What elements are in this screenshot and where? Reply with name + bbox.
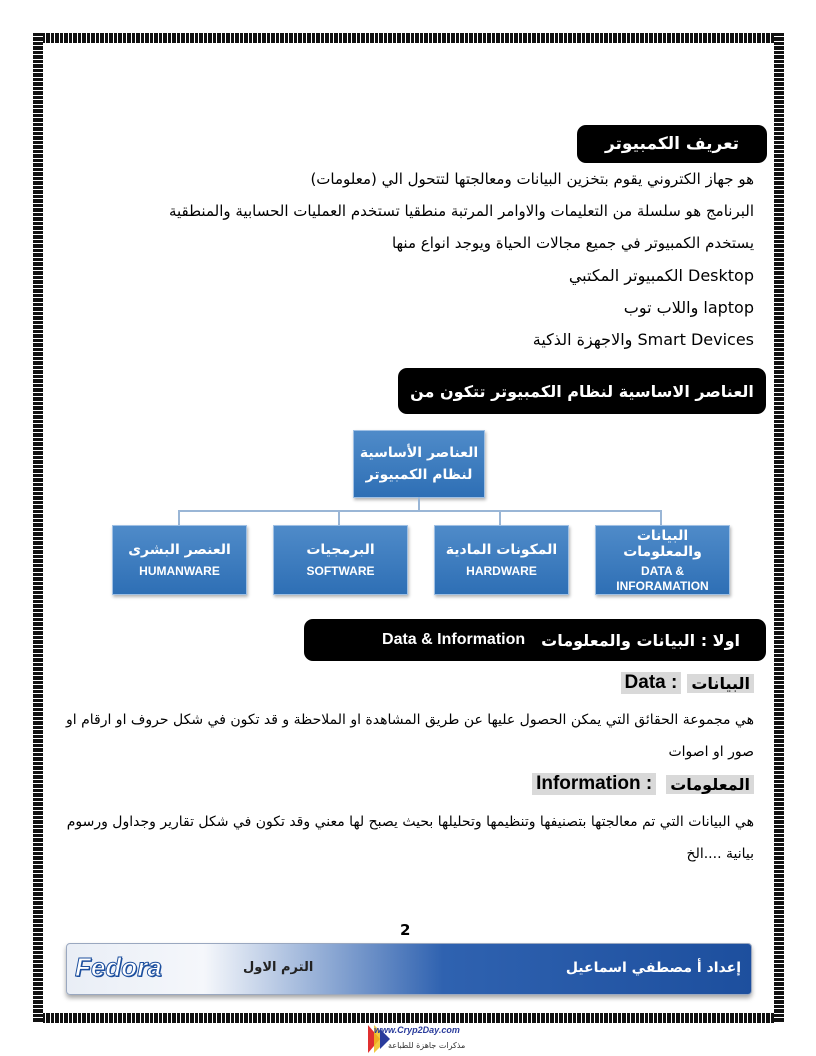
info-label-ar: المعلومات [666,775,754,794]
connector-vertical-root [418,497,420,511]
data-information-heading [304,619,766,661]
node-en-label-2: INFORAMATION [616,578,709,593]
org-root-line2: لنظام الكمبيوتر [365,467,473,483]
elements-heading-text: العناصر الاساسية لنظام الكمبيوتر تتكون من [410,381,754,401]
node-en-label: SOFTWARE [306,564,375,578]
info-label-row [532,773,754,795]
node-ar-label: المكونات المادية [445,542,558,558]
org-node-software [273,525,408,595]
heading-text: تعريف الكمبيوتر [604,134,740,154]
org-root-line1: العناصر الأساسية [359,445,479,461]
intro-line-1: هو جهاز الكتروني يقوم بتخزين البيانات ومعالجتها لتتحول الي (معلومات) [310,170,754,188]
section-heading-en: Data & Information [382,631,526,648]
border-right [774,33,784,1023]
watermark-url: www.Cryp2Day.com [374,1025,460,1035]
fedora-logo: Fedora [75,952,162,982]
watermark-logo [366,1023,486,1055]
node-en-label: DATA & [640,563,685,578]
footer-banner [66,943,752,995]
connector-horizontal [178,510,661,512]
border-top [33,33,784,43]
connector-child-1 [660,510,662,526]
intro-line-3: يستخدم الكمبيوتر في جميع مجالات الحياة ويوجد انواع منها [391,234,754,252]
intro-line-5: laptop واللاب توب [623,298,754,317]
intro-line-6: Smart Devices والاجهزة الذكية [532,330,754,349]
org-node-data-information [595,525,730,595]
computer-definition-heading [577,125,767,163]
node-ar-label: البرمجيات [306,542,375,558]
info-definition-text: هي البيانات التي تم معالجتها بتصنيفها وتنظيمها وتحليلها بحيث يصبح لها معني وقد تكون في شكل تقارير وجداول ورسوم بيانية ....الخ [66,814,754,862]
intro-line-4: Desktop الكمبيوتر المكتبي [568,266,754,285]
node-ar-label: البيانات والمعلومات [623,527,702,560]
info-label-en: Information : [532,773,656,795]
node-en-label: HUMANWARE [139,564,220,578]
connector-child-4 [178,510,180,526]
intro-line-2: البرنامج هو سلسلة من التعليمات والاوامر المرتبة منطقيا تستخدم العمليات الحسابية والمنطقية [168,202,754,220]
page-number: 2 [400,921,411,939]
section-heading-ar: اولا : البيانات والمعلومات [541,630,740,650]
border-bottom [33,1013,784,1023]
node-en-label: HARDWARE [466,564,537,578]
watermark-tagline: مذكرات جاهزة للطباعة [388,1041,466,1050]
connector-child-2 [499,510,501,526]
footer-term: الترم الاول [243,960,314,975]
org-node-hardware [434,525,569,595]
footer-author: إعداد أ مصطفي اسماعيل [565,960,741,976]
data-label-row [621,672,754,694]
org-root-node [353,430,485,498]
data-definition-text: هي مجموعة الحقائق التي يمكن الحصول عليها عن طريق المشاهدة او الملاحظة و قد تكون في شكل حروف او ارقام او صور او اصوات [65,712,754,760]
data-label-en: Data : [621,672,682,694]
elements-heading [398,368,766,414]
border-left [33,33,43,1023]
org-node-humanware [112,525,247,595]
data-label-ar: البيانات [687,674,754,693]
node-ar-label: العنصر البشرى [128,542,231,558]
connector-child-3 [338,510,340,526]
